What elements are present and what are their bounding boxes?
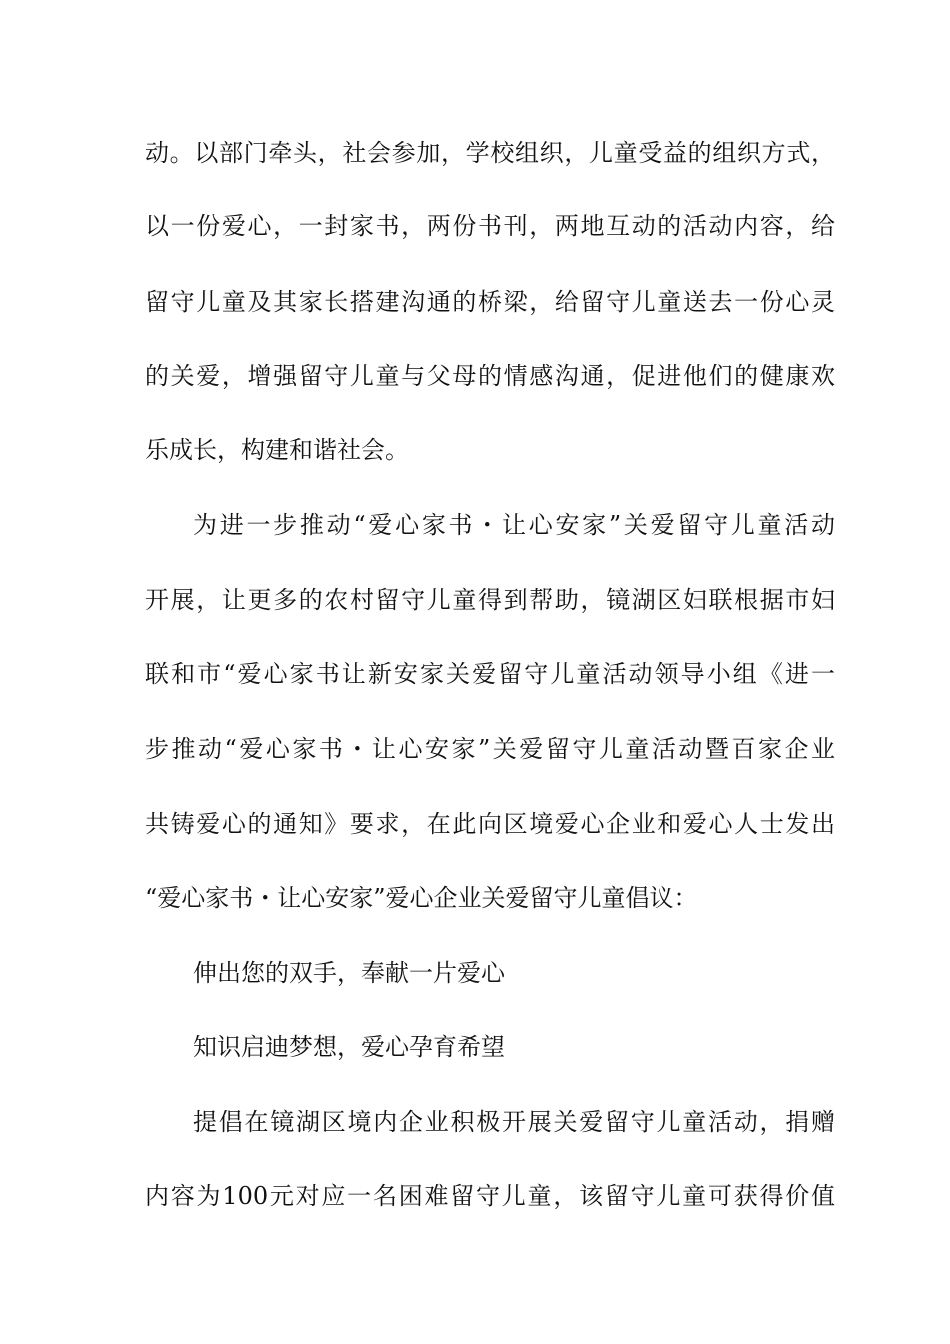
text-line: 步推动“爱心家书・让心安家”关爱留守儿童活动暨百家企业 [145, 735, 835, 763]
text-line: 伸出您的双手，奉献一片爱心 [193, 959, 505, 987]
text-line: 内容为100元对应一名困难留守儿童，该留守儿童可获得价值 [145, 1182, 835, 1210]
text-line: 乐成长，构建和谐社会。 [145, 436, 409, 464]
text-line: 为进一步推动“爱心家书・让心安家”关爱留守儿童活动 [193, 511, 835, 539]
text-line: 提倡在镜湖区境内企业积极开展关爱留守儿童活动，捐赠 [193, 1108, 835, 1136]
text-line: 留守儿童及其家长搭建沟通的桥梁，给留守儿童送去一份心灵 [145, 288, 835, 316]
text-line: 的关爱，增强留守儿童与父母的情感沟通，促进他们的健康欢 [145, 362, 835, 390]
text-line: 知识启迪梦想，爱心孕育希望 [193, 1033, 505, 1061]
text-line: 开展，让更多的农村留守儿童得到帮助，镜湖区妇联根据市妇 [145, 586, 835, 614]
text-line: 以一份爱心，一封家书，两份书刊，两地互动的活动内容，给 [145, 212, 835, 240]
text-line: 动。以部门牵头，社会参加，学校组织，儿童受益的组织方式， [145, 139, 835, 167]
text-line: 共铸爱心的通知》要求，在此向区境爱心企业和爱心人士发出 [145, 810, 835, 838]
text-line: 联和市“爱心家书让新安家关爱留守儿童活动领导小组《进一 [145, 660, 835, 688]
text-line: “爱心家书・让心安家”爱心企业关爱留守儿童倡议： [145, 884, 698, 912]
